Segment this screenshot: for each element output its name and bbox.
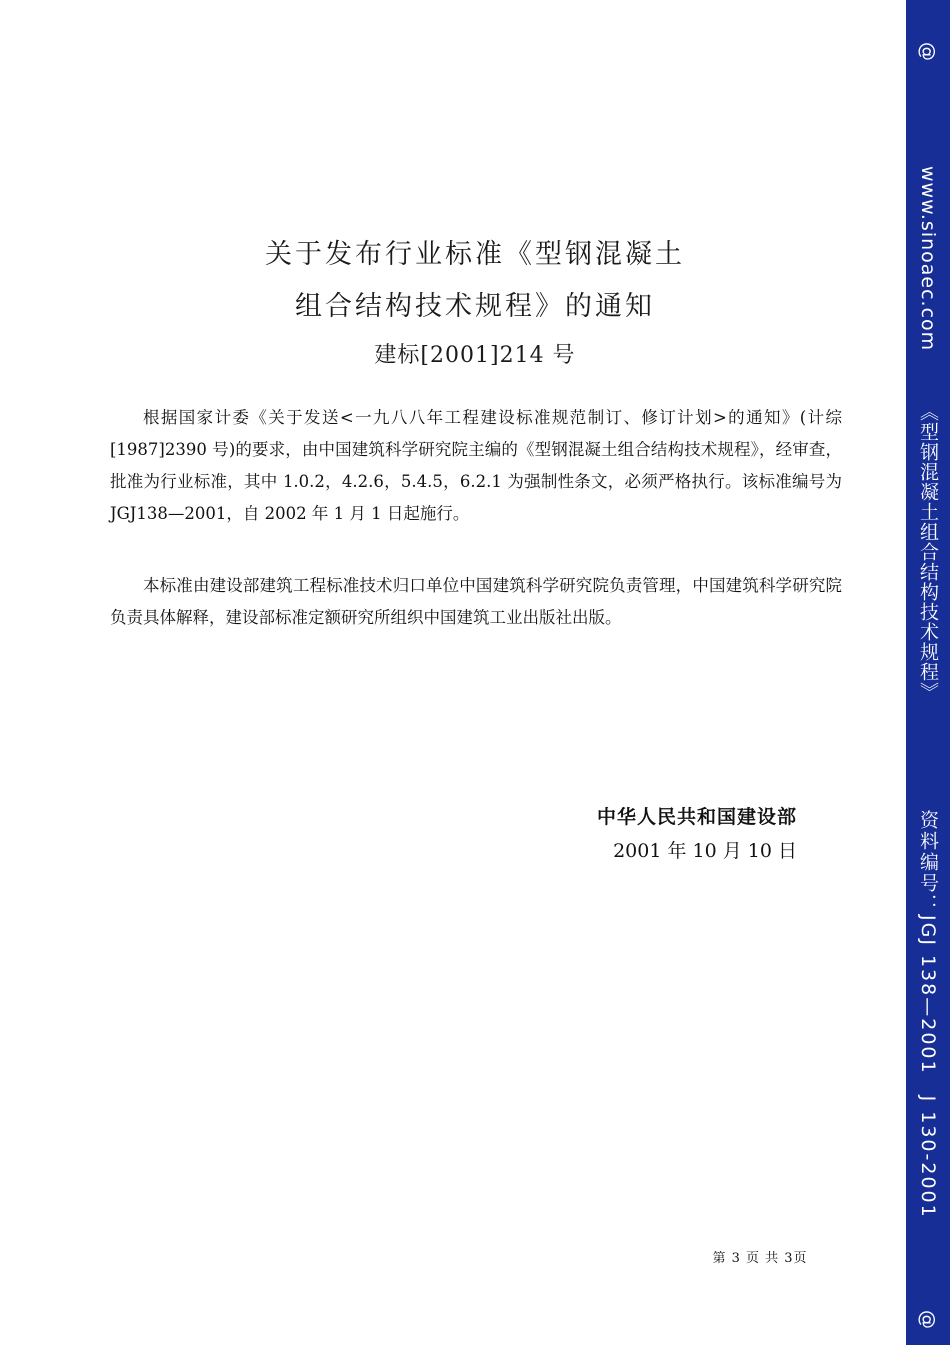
website-url-link[interactable]: www.sinoaec.com — [917, 166, 939, 352]
issuer-name: 中华人民共和国建设部 — [596, 806, 797, 828]
side-standard-title: 《型钢混凝土组合结构技术规程》 — [917, 402, 939, 702]
notice-title-line1: 关于发布行业标准《型钢混凝土 — [265, 239, 685, 270]
at-sign-top: @ — [917, 42, 939, 61]
body-paragraph-1: 根据国家计委《关于发送<一九八八年工程建设标准规范制订、修订计划>的通知》(计综[1987]2390 号)的要求，由中国建筑科学研究院主编的《型钢混凝土组合结构技术规程》，经审查，批准为行业标准，其中 1.0.2，4.2.6，5.4.5，6.2.1 为强制性条文，必须严格执行。该标准编号为 JGJ138—2001，自 2002 年 1 月 1 日起施行。 — [110, 408, 842, 523]
side-doc-code: 资料编号：JGJ 138—2001 J 130-2001 — [917, 810, 939, 1219]
side-banner — [906, 0, 950, 1345]
page-indicator: 第 3 页 共 3页 — [712, 1251, 808, 1266]
notice-title-line2: 组合结构技术规程》的通知 — [295, 291, 655, 322]
at-sign-bottom: @ — [917, 1310, 939, 1329]
body-paragraph-2: 本标准由建设部建筑工程标准技术归口单位中国建筑科学研究院负责管理，中国建筑科学研究院负责具体解释，建设部标准定额研究所组织中国建筑工业出版社出版。 — [110, 576, 842, 627]
document-number: 建标[2001]214 号 — [374, 343, 576, 368]
issue-date: 2001 年 10 月 10 日 — [613, 840, 797, 862]
